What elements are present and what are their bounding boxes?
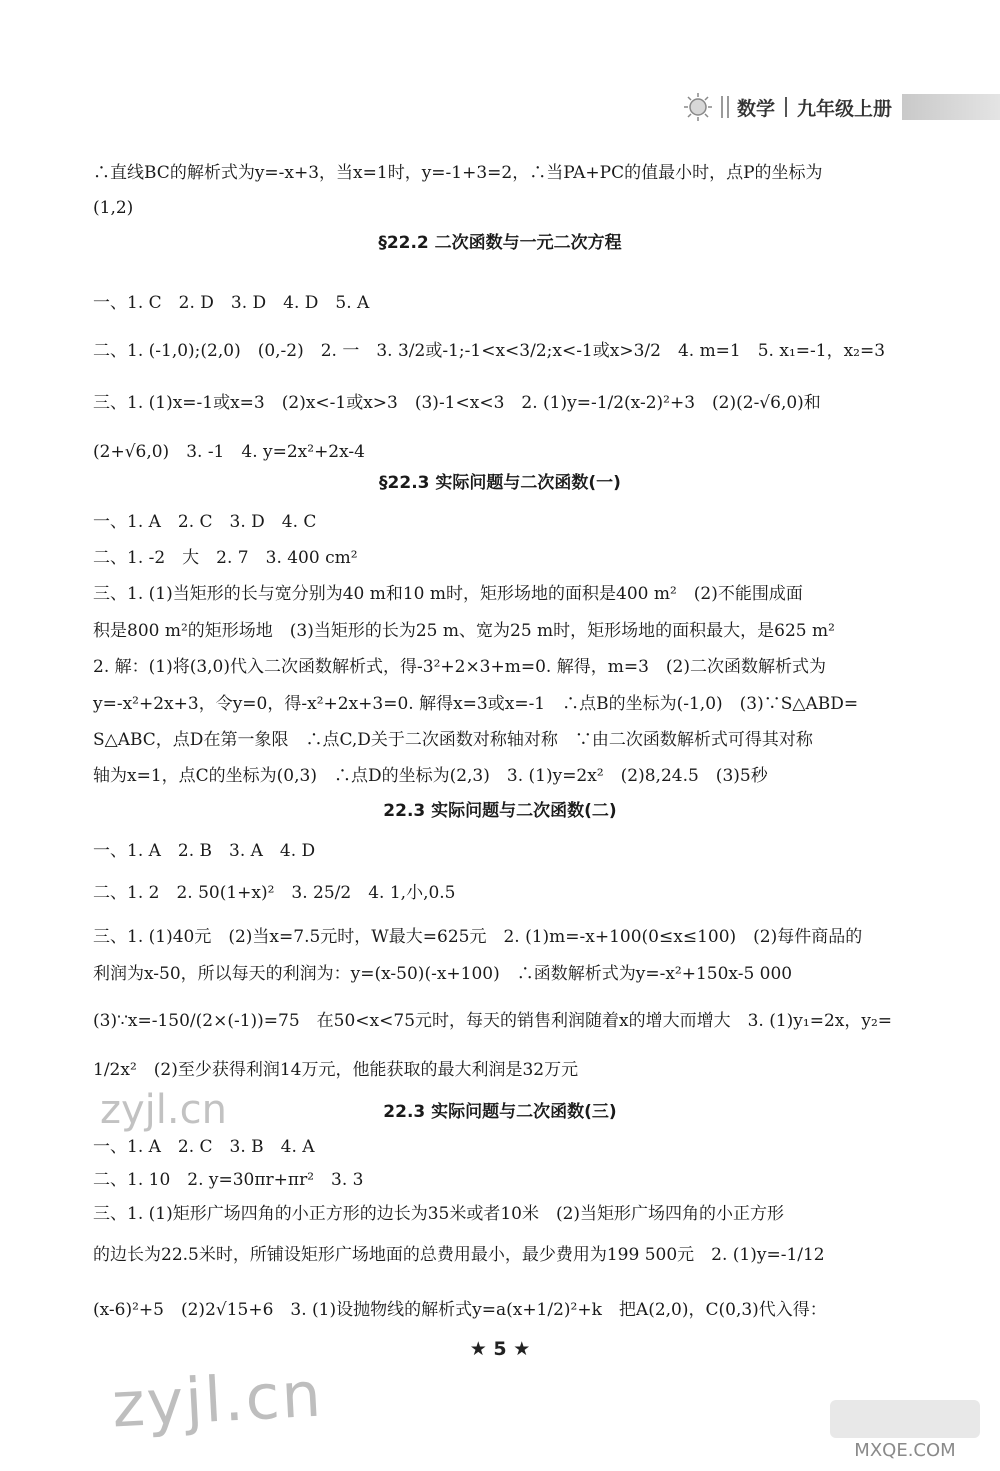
- section-title: 22.3 实际问题与二次函数(二): [383, 801, 617, 821]
- answer-line: 一、1. A 2. B 3. A 4. D: [93, 841, 316, 861]
- answer-line: 二、1. -2 大 2. 7 3. 400 cm²: [93, 548, 358, 568]
- answer-line: 积是800 m²的矩形场地 (3)当矩形的长为25 m、宽为25 m时，矩形场地的面积最大，是625 m²: [93, 621, 835, 641]
- header-grey-band: [902, 94, 1000, 120]
- answer-line: (2+√6,0) 3. -1 4. y=2x²+2x-4: [93, 442, 365, 462]
- section-title: §22.2 二次函数与一元二次方程: [378, 233, 622, 253]
- page-header: [683, 84, 1000, 130]
- answer-line: 轴为x=1，点C的坐标为(0,3) ∴点D的坐标为(2,3) 3. (1)y=2x² (2)8,24.5 (3)5秒: [93, 766, 768, 786]
- answer-line: 二、1. (-1,0);(2,0) (0,-2) 2. 一 3. 3/2或-1;-1<x<3/2;x<-1或x>3/2 4. m=1 5. x₁=-1，x₂=3: [93, 341, 886, 361]
- answer-line: 二、1. 10 2. y=30πr+πr² 3. 3: [93, 1170, 364, 1190]
- section-title: §22.3 实际问题与二次函数(一): [379, 473, 621, 493]
- watermark-small: zyjl.cn: [100, 1087, 227, 1133]
- answer-line: 利润为x-50，所以每天的利润为：y=(x-50)(-x+100) ∴函数解析式为y=-x²+150x-5 000: [93, 964, 793, 984]
- answer-line: (x-6)²+5 (2)2√15+6 3. (1)设抛物线的解析式y=a(x+1/2)²+k 把A(2,0)，C(0,3)代入得：: [93, 1300, 827, 1320]
- watermark-brand-logo: [810, 1398, 1000, 1460]
- answer-line: 的边长为22.5米时，所铺设矩形广场地面的总费用最小，最少费用为199 500元 2. (1)y=-1/12: [93, 1245, 825, 1265]
- answer-line: (1,2): [93, 198, 134, 218]
- answer-line: 三、1. (1)40元 (2)当x=7.5元时，W最大=625元 2. (1)m=-x+100(0≤x≤100) (2)每件商品的: [93, 927, 863, 947]
- section-title: 22.3 实际问题与二次函数(三): [383, 1102, 617, 1122]
- answer-line: S△ABC，点D在第一象限 ∴点C,D关于二次函数对称轴对称 ∵由二次函数解析式可得其对称: [93, 730, 813, 750]
- answer-line: 三、1. (1)x=-1或x=3 (2)x<-1或x>3 (3)-1<x<3 2. (1)y=-1/2(x-2)²+3 (2)(2-√6,0)和: [93, 393, 821, 413]
- svg-text:MXQE.COM: MXQE.COM: [854, 1440, 956, 1460]
- answer-line: 一、1. A 2. C 3. D 4. C: [93, 512, 317, 532]
- answer-line: (3)∵x=-150/(2×(-1))=75 在50<x<75元时，每天的销售利润随着x的增大而增大 3. (1)y₁=2x，y₂=: [93, 1011, 893, 1031]
- grade-label: 九年级上册: [797, 97, 893, 120]
- answer-line: 1/2x² (2)至少获得利润14万元，他能获取的最大利润是32万元: [93, 1060, 579, 1080]
- answer-line: 三、1. (1)矩形广场四角的小正方形的边长为35米或者10米 (2)当矩形广场四角的小正方形: [93, 1204, 785, 1224]
- header-separator: [785, 97, 787, 117]
- answer-line: 2. 解：(1)将(3,0)代入二次函数解析式，得-3²+2×3+m=0. 解得，m=3 (2)二次函数解析式为: [93, 657, 826, 677]
- answer-line: 一、1. C 2. D 3. D 4. D 5. A: [93, 293, 370, 313]
- watermark-site: zyjl.cn: [110, 1357, 325, 1442]
- answer-line: 三、1. (1)当矩形的长与宽分别为40 m和10 m时，矩形场地的面积是400 m² (2)不能围成面: [93, 584, 803, 604]
- answer-line: 一、1. A 2. C 3. B 4. A: [93, 1137, 315, 1157]
- subject-label: 数学: [737, 97, 776, 120]
- answer-line: y=-x²+2x+3，令y=0，得-x²+2x+3=0. 解得x=3或x=-1 ∴点B的坐标为(-1,0) (3)∵S△ABD=: [93, 694, 859, 714]
- page-number: ★ 5 ★: [469, 1338, 531, 1360]
- answer-line: 二、1. 2 2. 50(1+x)² 3. 25/2 4. 1,小,0.5: [93, 883, 456, 903]
- answer-line: ∴直线BC的解析式为y=-x+3，当x=1时，y=-1+3=2，∴当PA+PC的值最小时，点P的坐标为: [93, 163, 823, 183]
- sun-logo-icon: [683, 92, 713, 122]
- header-divider: [721, 96, 729, 118]
